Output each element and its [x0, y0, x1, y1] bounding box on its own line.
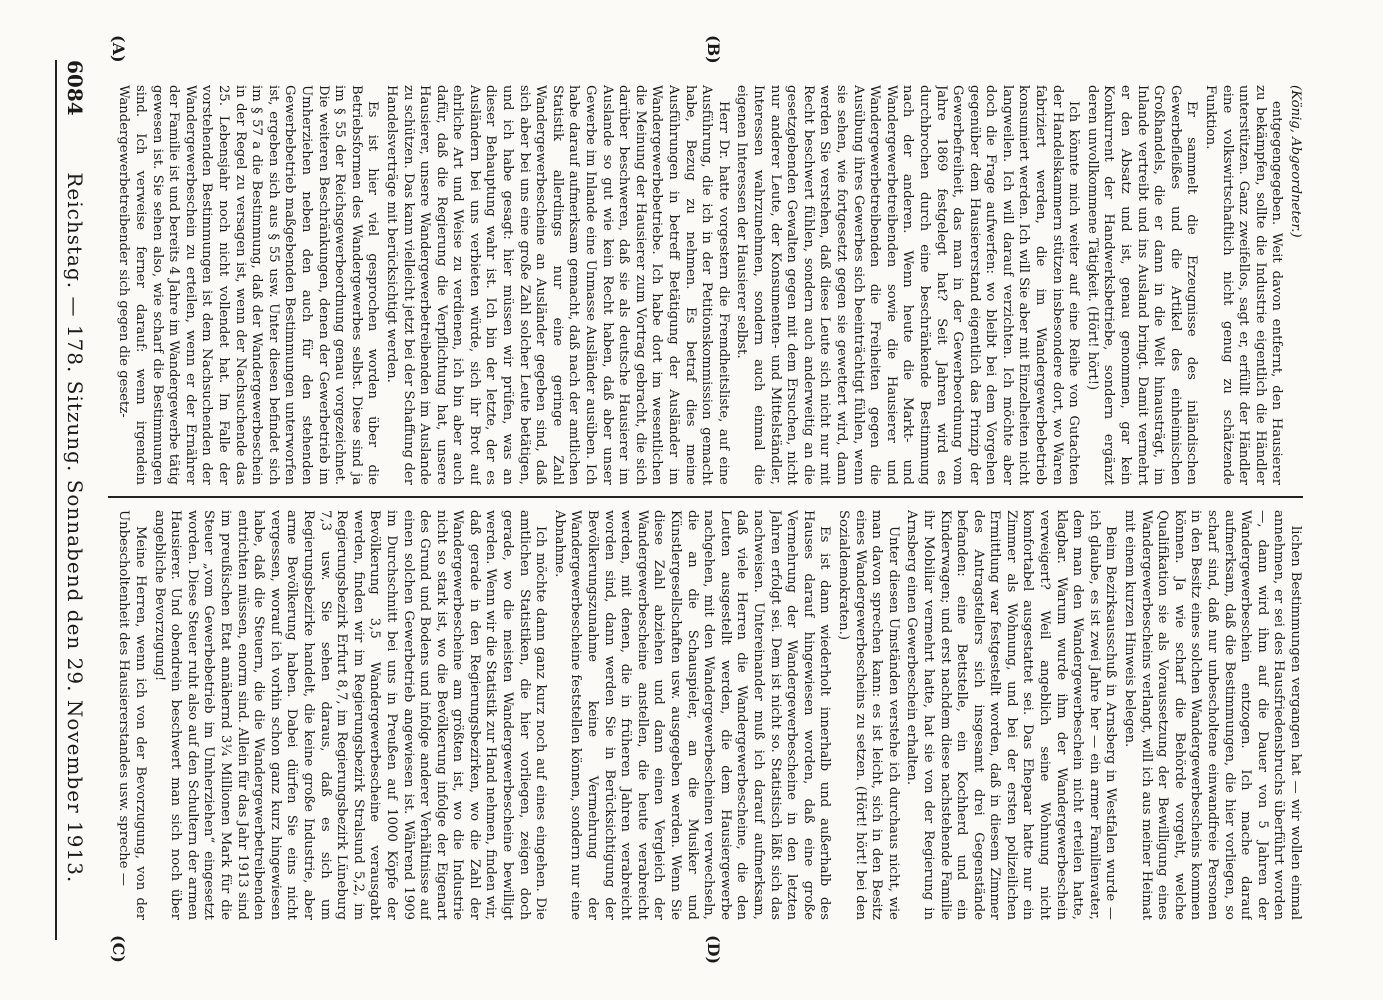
- right-column: [103, 510, 1303, 920]
- paragraph: entgegengegeben. Weit davon entfernt, den Hausierer zu bekämpfen, sollte die Industrie eigentlich die Händler unterstützen. Ganz zweifellos, sagt er, erfüllt der Händler eine volkswirtschaftlich nicht genug zu schätzende Funktion.: [1203, 85, 1285, 485]
- paragraph: lichen Bestimmungen vergangen hat — wir wollen einmal annehmen, er sei des Hausfriedensbruchs überführt worden —, dann wird ihm auf die Dauer von 5 Jahren der Wandergewerbeschein entzogen. Ich mache darauf aufmerksam, daß die Bestimmungen, die hier vorliegen, so scharf sind, daß nur unbescholtene einwandfreie Personen in den Besitz eines solchen Wandergewerbescheins kommen können. Ja wie scharf die Behörde vorgeht, welche Qualifikation sie als Voraussetzung der Bewilligung eines Wandergewerbescheins verlangt, will ich aus meiner Heimat mit einem kurzen Hinweis belegen.: [1122, 510, 1303, 920]
- speaker-note: (König, Abgeordneter.): [1288, 85, 1303, 238]
- paragraph: Unter diesen Umständen verstehe ich durchaus nicht, wie man davon sprechen kann: es ist leicht, sich in den Besitz eines Wandergewerbescheins zu setzen. (Hört! hört! bei den Sozialdemokraten.): [835, 510, 901, 920]
- paragraph: Es ist dann wiederholt innerhalb und außerhalb des Hauses darauf hingewiesen worden, daß eine große Vermehrung der Wandergewerbescheine in den letzten Jahren erfolgt sei. Dem ist nicht so. Statistisch läßt sich das nachweisen. Untereinander muß ich darauf aufmerksam, daß viele Herren die Wandergewerbescheine, die den Leuten ausgestellt werden, die dem Hausiergewerbe nachgehen, mit den Wandergewerbescheinen verwechseln, die an die Schauspieler, an die Musiker und Künstlergesellschaften usw. ausgegeben werden. Wenn Sie diese Zahl abziehen und dann einen Vergleich der Wandergewerbescheine anstellen, die heute verabreicht werden, mit denen, die in früheren Jahren verabreicht worden sind, dann werden Sie in Berücksichtigung der Bevölkerungszunahme keine Vermehrung der Wandergewerbescheine feststellen können, sondern nur eine Abnahme.: [551, 510, 833, 920]
- page-title: Reichstag. — 178. Sitzung. Sonnabend den 29. November 1913.: [63, 172, 87, 884]
- paragraph: Ich könnte mich weiter auf eine Reihe von Gutachten der Handelskammern stützen insbesondere dort, wo Waren fabriziert werden, die im Wandergewerbebetrieb konsumiert werden. Ich will Sie aber mit Einzelheiten nicht langweilen. Ich will darauf verzichten. Ich möchte aber doch die Frage aufwerfen: wo bleibt bei dem Vorgehen gegenüber dem Hausiererstand eigentlich das Prinzip der Gewerbefreiheit, das man in der Gewerbeordnung vom Jahre 1869 festgelegt hat? Seit Jahren wird es durchbrochen durch eine beschränkende Bestimmung nach der anderen. Wenn heute die Markt- und Wandergewerbetreibenden sowie die Hausierer und Wandergewerbetreibenden die Freiheiten gegen die Ausübung ihres Gewerbes sich beeinträchtigt fühlen, wenn sie sehen, wie fortgesetzt gegen sie gewettert wird, dann werden Sie verstehen, daß diese Leute sich nicht nur mit Recht beschwert fühlen, sondern auch anderweitig an die gesetzgebenden Gewalten gegen mit dem Ersuchen, nicht nur anderer Leute, der Konsumenten- und Mittelständler, Interessen wahrzunehmen, sondern auch einmal die eigenen Interessen der Hausierer selbst.: [734, 85, 1082, 485]
- margin-mark-d: (D): [704, 935, 723, 965]
- paragraph: Es ist hier viel gesprochen worden über die Betriebsformen des Wandergewerbes selbst. Diese sind ja im § 55 der Reichsgewerbeordnung genau vorgezeichnet. Die weiteren Beschränkungen, denen der Gewerbetrieb im Umherziehen neben den auch für den stehenden Gewerbebetrieb maßgebenden Bestimmungen unterworfen ist, ergeben sich aus § 55 usw. Unter diesen befindet sich im § 57 a die Bestimmung, daß der Wandergewerbeschein in der Regel zu versagen ist, wenn der Nachsuchende das 25. Lebensjahr noch nicht vollendet hat. Im Falle der vorstehenden Bestimmungen ist dem Nachsuchenden der Wandergewerbeschein zu erteilen, wenn er der Ernährer der Familie ist und bereits 4 Jahre im Wandergewerbe tätig gewesen ist. Sie sehen also, wie scharf die Bestimmungen sind. Ich verweise ferner darauf: wenn irgendein Wandergewerbetreibender sich gegen die gesetz-: [116, 85, 381, 485]
- paragraph: Ich möchte dann ganz kurz noch auf eines eingehen. Die amtlichen Statistiken, die hier vorliegen, zeigen doch gerade, wo die meisten Wandergewerbescheine bewilligt werden. Wenn wir die Statistik zur Hand nehmen, finden wir, daß gerade in den Regierungsbezirken, wo die Zahl der Wandergewerbescheine am größten ist, wo die Industrie nicht so stark ist, wo die Bevölkerung infolge der Eigenart des Grund und Bodens und infolge anderer Verhältnisse auf einen solchen Gewerbetrieb angewiesen ist. Während 1909 im Durchschnitt bei uns in Preußen auf 1000 Köpfe der Bevölkerung 3,5 Wandergewerbescheine verausgabt werden, finden wir im Regierungsbezirk Stralsund 5,2, im Regierungsbezirk Erfurt 8,7, im Regierungsbezirk Lüneburg 7,3 usw. Sie sehen daraus, daß es sich um Regierungsbezirke handelt, die keine große Industrie, aber arme Bevölkerung haben. Dabei dürfen Sie eins nicht vergessen, worauf ich vorhin schon ganz kurz hingewiesen habe, daß die Steuern, die die Wandergewerbetreibenden entrichten müssen, enorm sind. Allein für das Jahr 1913 sind im preußischen Etat annähernd 3¼ Millionen Mark für die Steuer „vom Gewerbebetrieb im Umherziehen“ eingesetzt worden. Diese Steuer ruht also auf den Schultern der armen Hausierer. Und obendrein beschwert man sich noch über angebliche Bevorzugung!: [151, 510, 549, 920]
- paragraph: Herr Dr. hatte vorgestern die Fremdheitsliste, auf eine Ausführung, die ich in der Petitionskommission gemacht habe, Bezug zu nehmen. Es betraf dies meine Ausführungen in betreff Betätigung der Ausländer im Wandergewerbebetriebe. Ich habe dort im wesentlichen die Meinung der Hausierer zum Vortrag gebracht, die sich darüber beschweren, daß sie als deutsche Hausierer im Auslande so gut wie kein Recht haben, daß aber unser Gewerbe im Inlande eine Unmasse Ausländer ausüben. Ich habe darauf aufmerksam gemacht, daß nach der amtlichen Statistik allerdings nur eine geringe Zahl Wandergewerbescheine an Ausländer gegeben sind, daß sich aber bei uns eine große Zahl solcher Leute betätigen, und ich habe gesagt: hier müssen wir prüfen, was an dieser Behauptung wahr ist. Ich bin der letzte, der es Ausländern bei uns verbieten würde, sich ihr Brot auf ehrliche Art und Weise zu verdienen, ich bin aber auch dafür, daß die Regierung die Verpflichtung hat, unsere Hausierer, unsere Wandergewerbetreibenden im Auslande zu schützen. Das kann vielleicht jetzt bei der Schaffung der Handelsverträge mit berücksichtigt werden.: [383, 85, 731, 485]
- paragraph: Beim Bezirksausschuß in Arnsberg in Westfalen wurde — ich glaube, es ist zwei Jahre her — ein armer Familienvater, dem man den Wandergewerbeschein nicht erteilen hatte, klagbar. Warum wurde ihm der Wandergewerbeschein verweigert? Weil angeblich seine Wohnung nicht komfortabel ausgestattet sei. Das Ehepaar hatte nur ein Zimmer als Wohnung, und bei der ersten polizeilichen Ermittlung war festgestellt worden, daß in diesem Zimmer des Antragstellers sich insgesamt drei Gegenstände befanden: eine Bettstelle, ein Kochherd und ein Kinderwagen; und erst nachdem diese nachstehende Familie ihr Mobiliar vermehrt hatte, hat sie von der Regierung in Arnsberg einen Gewerbeschein erhalten.: [904, 510, 1119, 920]
- paragraph: Er sammelt die Erzeugnisse des inländischen Gewerbefleißes und die Artikel des einheimischen Großhandels, die er dann in die Welt hinausträgt, im Inlande vertreibt und ins Ausland bringt. Damit vermehrt er den Absatz und ist, genau genommen, gar kein Konkurrent der Handwerksbetriebe, sondern ergänzt deren unvollkommene Tätigkeit. (Hört! hört!): [1084, 85, 1200, 485]
- column-divider: [108, 496, 1303, 498]
- page-header: [55, 60, 93, 940]
- left-column: [103, 85, 1303, 485]
- margin-mark-c: (C): [109, 935, 128, 963]
- margin-mark-a: (A): [109, 35, 128, 63]
- margin-mark-b: (B): [704, 35, 723, 64]
- page-number: 6084: [63, 60, 87, 116]
- paragraph: Meine Herren, wenn ich von der Bevorzugung, von der Unbescholtenheit des Hausiererstandes usw. spreche —: [116, 510, 149, 920]
